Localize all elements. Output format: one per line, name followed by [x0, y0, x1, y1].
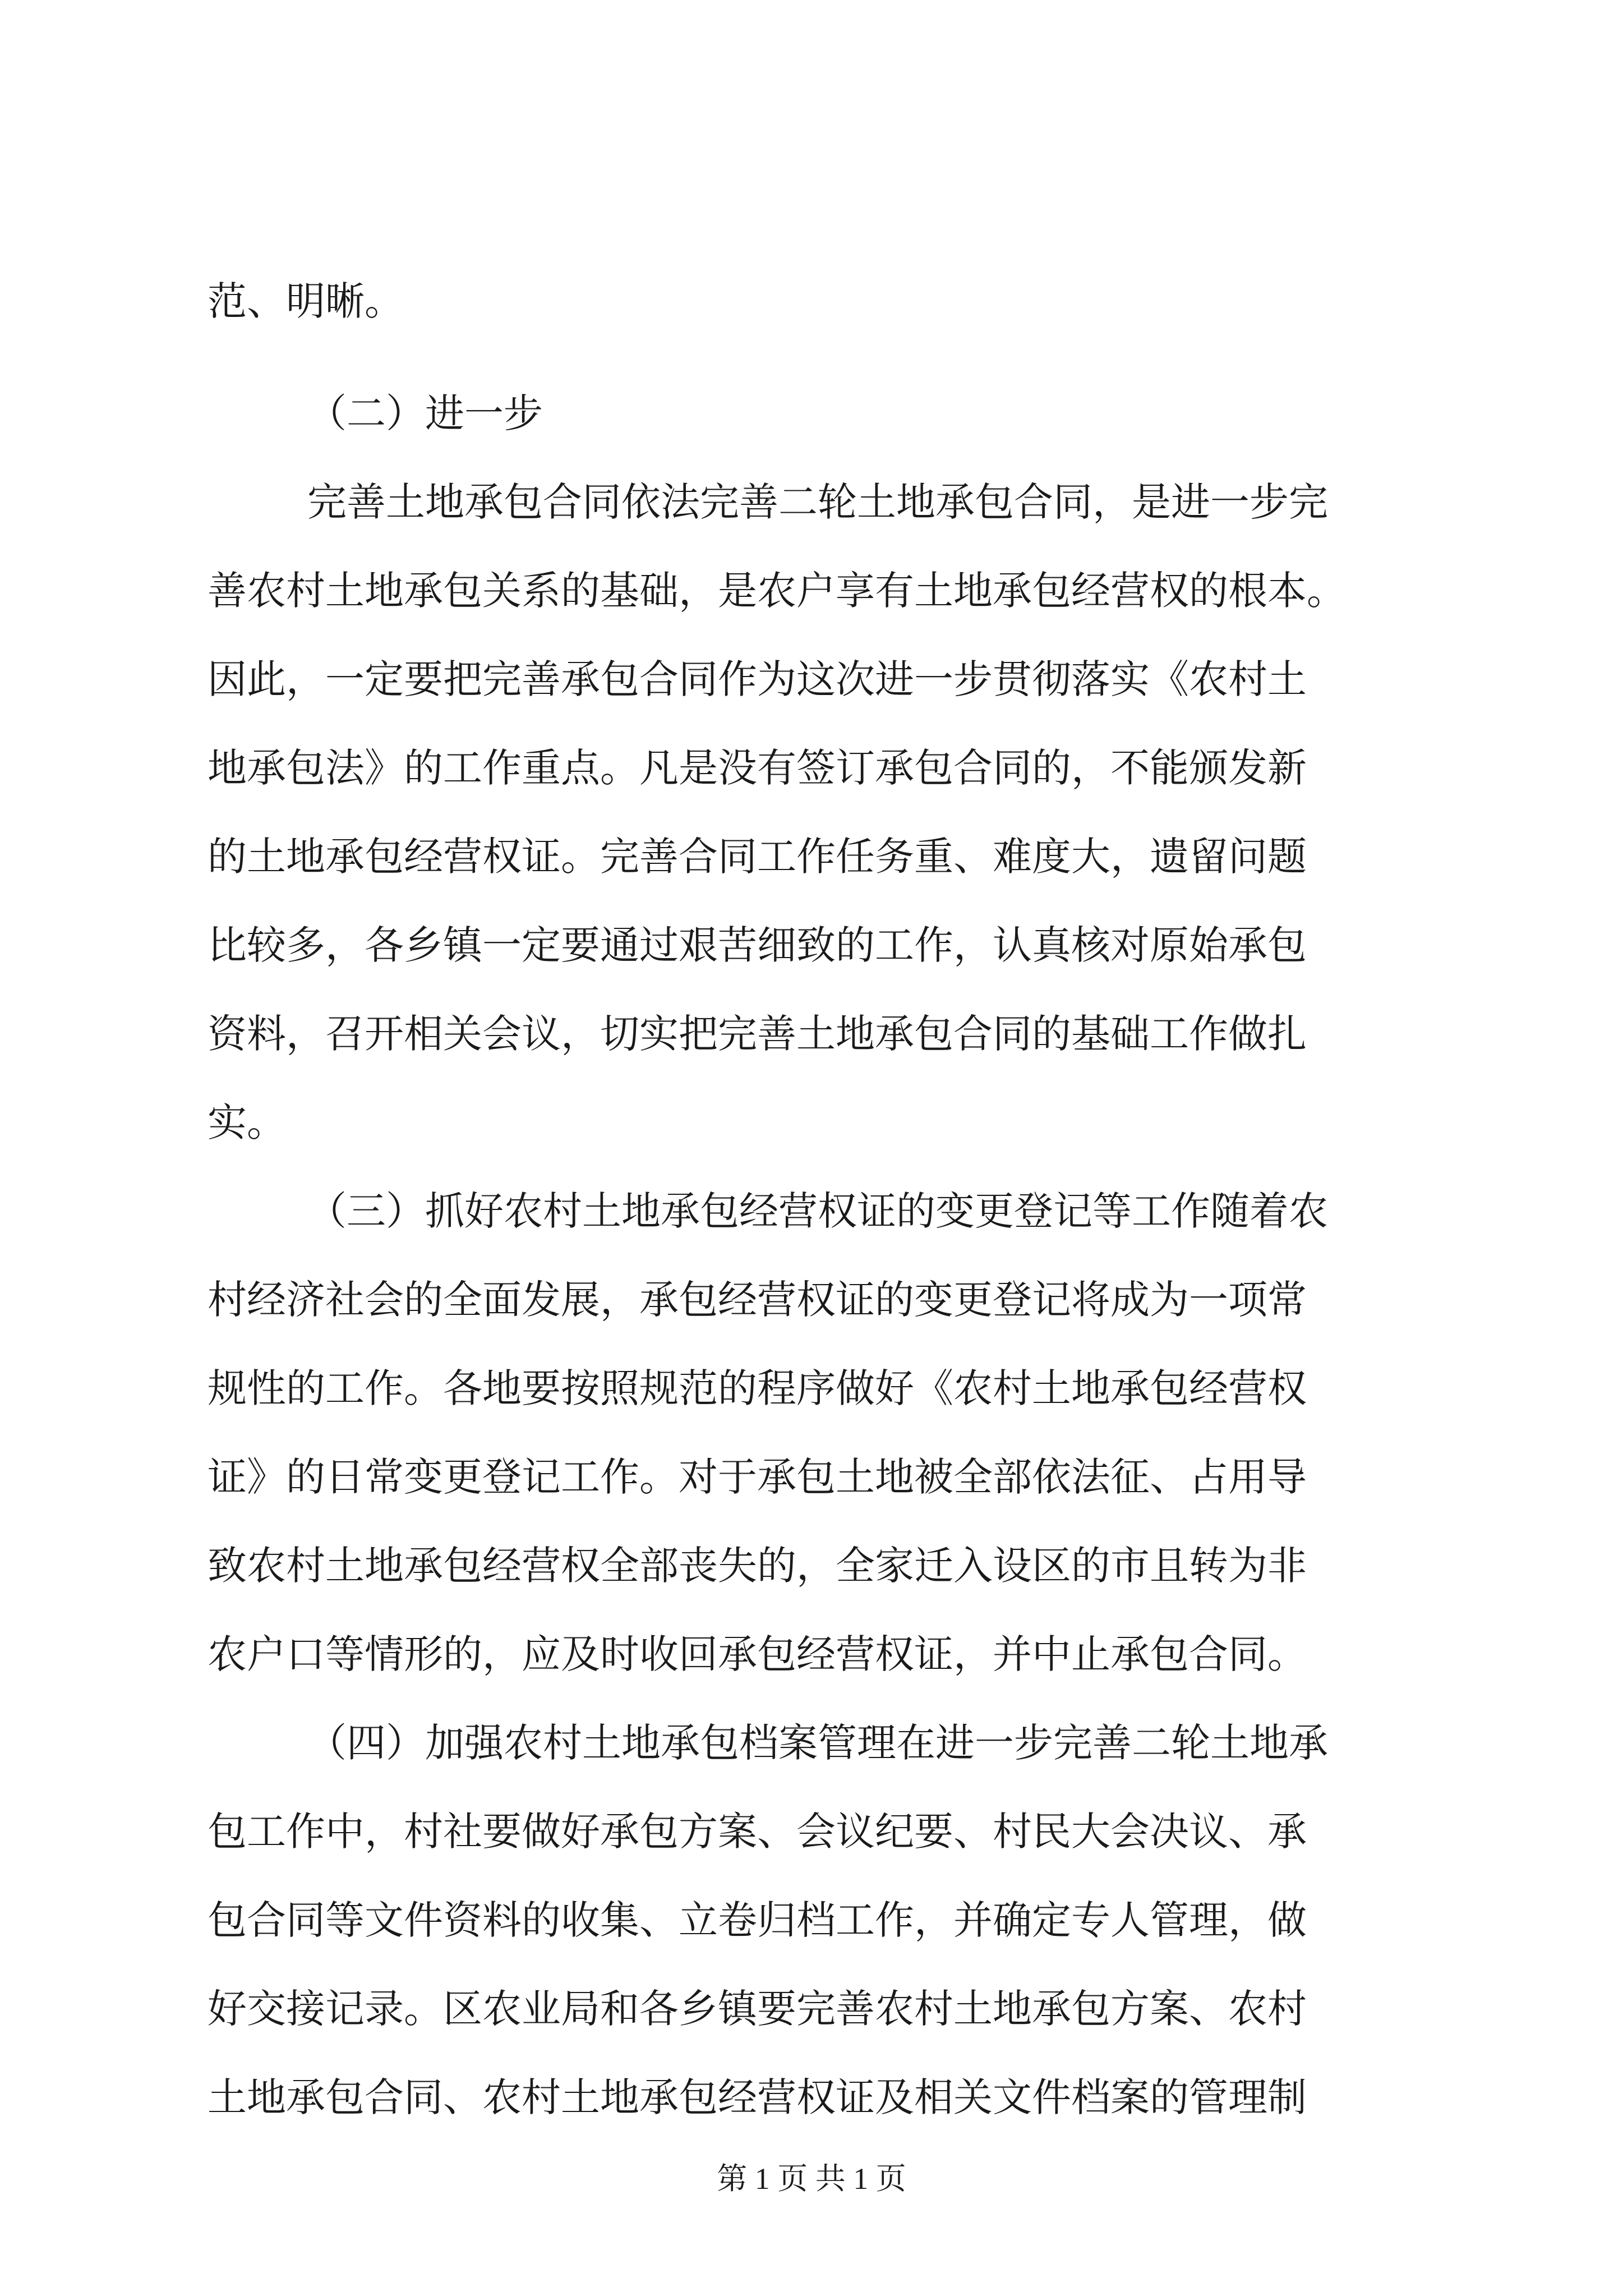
text-line-12: 村经济社会的全面发展，承包经营权证的变更登记将成为一项常: [208, 1277, 1307, 1323]
text-line-6: 地承包法》的工作重点。凡是没有签订承包合同的，不能颁发新: [208, 745, 1307, 791]
text-line-11: （三）抓好农村土地承包经营权证的变更登记等工作随着农: [307, 1188, 1328, 1234]
text-line-1: 范、明晰。: [208, 278, 404, 324]
text-line-7: 的土地承包经营权证。完善合同工作任务重、难度大，遗留问题: [208, 834, 1307, 880]
text-line-2: （二）进一步: [307, 390, 543, 436]
text-line-5: 因此，一定要把完善承包合同作为这次进一步贯彻落实《农村土: [208, 656, 1307, 702]
text-line-3: 完善土地承包合同依法完善二轮土地承包合同，是进一步完: [307, 479, 1328, 525]
text-line-9: 资料，召开相关会议，切实把完善土地承包合同的基础工作做扎: [208, 1011, 1307, 1057]
text-line-21: 土地承包合同、农村土地承包经营权证及相关文件档案的管理制: [208, 2074, 1307, 2120]
text-line-10: 实。: [208, 1099, 286, 1145]
text-line-18: 包工作中，村社要做好承包方案、会议纪要、村民大会决议、承: [208, 1809, 1307, 1855]
page-footer: 第 1 页 共 1 页: [717, 2162, 906, 2196]
text-line-19: 包合同等文件资料的收集、立卷归档工作，并确定专人管理，做: [208, 1897, 1307, 1943]
text-line-13: 规性的工作。各地要按照规范的程序做好《农村土地承包经营权: [208, 1365, 1307, 1411]
text-line-14: 证》的日常变更登记工作。对于承包土地被全部依法征、占用导: [208, 1454, 1307, 1500]
text-line-20: 好交接记录。区农业局和各乡镇要完善农村土地承包方案、农村: [208, 1986, 1307, 2032]
text-line-4: 善农村土地承包关系的基础，是农户享有土地承包经营权的根本。: [208, 568, 1346, 614]
text-line-15: 致农村土地承包经营权全部丧失的，全家迁入设区的市且转为非: [208, 1543, 1307, 1589]
text-line-16: 农户口等情形的，应及时收回承包经营权证，并中止承包合同。: [208, 1631, 1307, 1677]
text-line-17: （四）加强农村土地承包档案管理在进一步完善二轮土地承: [307, 1720, 1328, 1766]
text-line-8: 比较多，各乡镇一定要通过艰苦细致的工作，认真核对原始承包: [208, 922, 1307, 968]
